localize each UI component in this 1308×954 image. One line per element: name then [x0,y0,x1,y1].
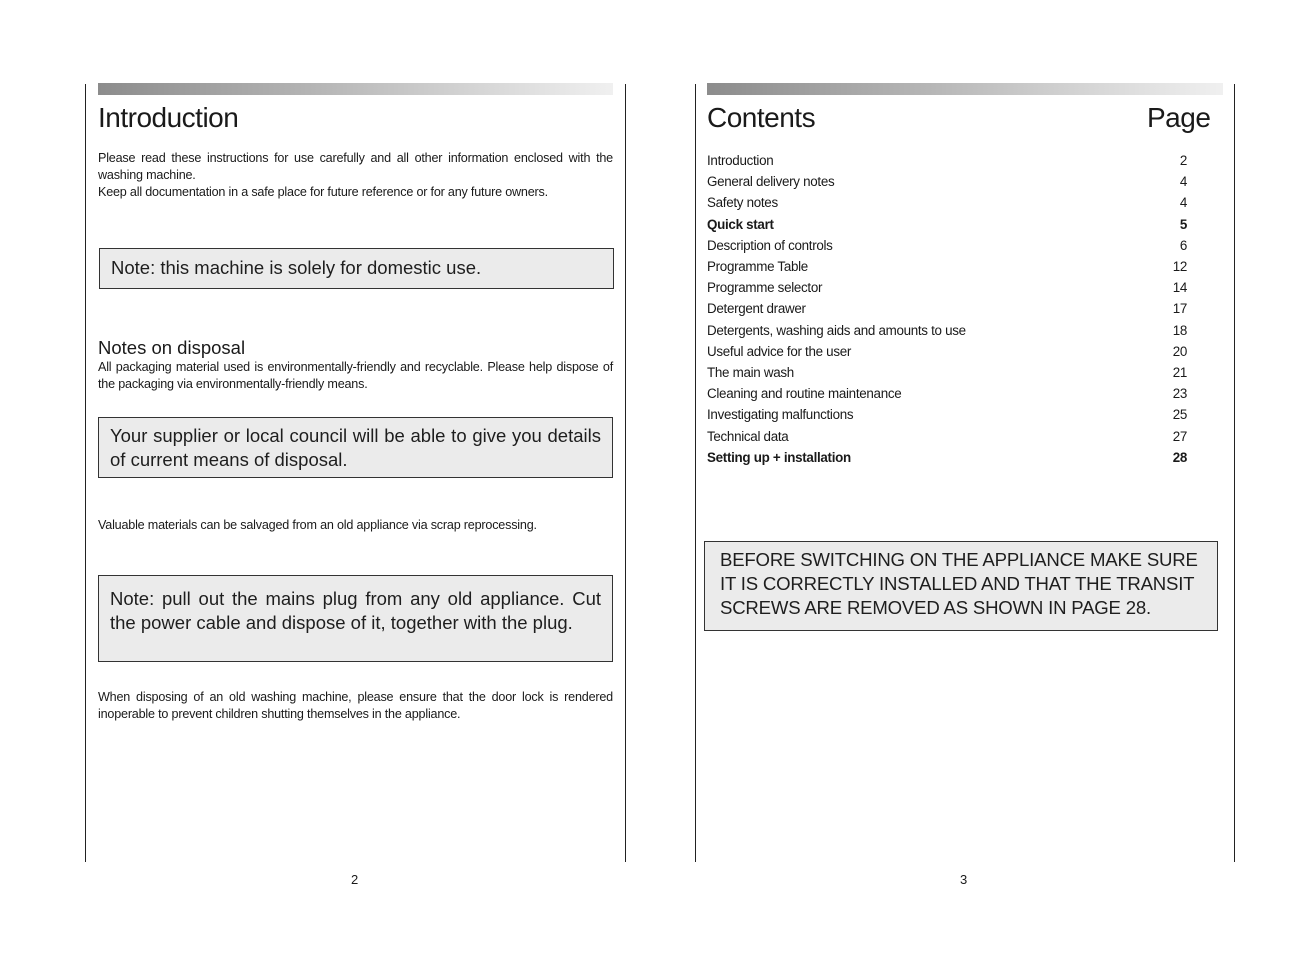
installation-warning-text: BEFORE SWITCHING ON THE APPLIANCE MAKE SURE IT IS CORRECTLY INSTALLED AND THAT THE TRANSIT SCREWS ARE REMOVED AS SHOWN IN PAGE 28. [720,549,1198,618]
right-header-bar [707,83,1223,95]
contents-heading: Contents [707,102,816,133]
toc-entry-title: Cleaning and routine maintenance [707,386,902,402]
toc-entry-title: Detergents, washing aids and amounts to use [707,322,966,338]
mains-plug-note-text: Note: pull out the mains plug from any old appliance. Cut the power cable and dispose of it, together with the plug. [110,588,601,633]
installation-warning [704,541,1218,631]
supplier-note [98,417,613,478]
left-page-left-rule [85,84,86,862]
toc-row [707,323,1187,344]
toc-entry-page: 18 [1172,322,1187,338]
toc-row [707,429,1187,450]
toc-entry-page: 25 [1172,407,1187,423]
toc-entry-title: Safety notes [707,195,778,211]
intro-paragraph-2: Keep all documentation in a safe place for future reference or for any future owners. [98,185,548,199]
toc-entry-title: Description of controls [707,237,833,253]
toc-entry-page: 4 [1179,195,1187,211]
right-page-right-rule [1234,84,1235,862]
toc-entry-title: Detergent drawer [707,301,806,317]
toc-entry-page: 27 [1172,428,1187,444]
toc-entry-page: 20 [1172,343,1187,359]
toc-row [707,153,1187,174]
disposal-heading: Notes on disposal [98,337,246,358]
toc-row [707,238,1187,259]
toc-entry-page: 21 [1172,365,1187,380]
toc-entry-title: Technical data [707,428,789,444]
toc-entry-page: 23 [1172,386,1187,402]
toc-entry-title: Programme selector [707,280,823,296]
toc-entry-title: The main wash [707,365,794,380]
domestic-use-note-text: Note: this machine is solely for domestic use. [111,257,482,278]
toc-entry-title: Introduction [707,153,774,168]
toc-entry-page: 28 [1172,449,1187,465]
toc-entry-title: General delivery notes [707,174,835,190]
toc-entry-title: Quick start [707,216,774,232]
left-page-number: 2 [351,872,359,887]
toc-row [707,195,1187,216]
toc-row [707,450,1187,471]
door-lock-text: When disposing of an old washing machine, please ensure that the door lock is rendered inoperable to prevent children shutting themselves in the appliance. [98,690,613,721]
introduction-heading: Introduction [98,102,239,133]
domestic-use-note [99,248,614,289]
toc-entry-page: 5 [1179,216,1187,232]
toc-entry-page: 14 [1172,280,1187,296]
toc-entry-page: 4 [1179,174,1187,190]
toc-row [707,217,1187,238]
disposal-text: All packaging material used is environmentally-friendly and recyclable. Please help dispose of the packaging via environmentally-friendly means. [98,360,613,391]
toc-row [707,301,1187,322]
toc-entry-page: 17 [1172,301,1187,317]
page-column-heading: Page [1147,102,1211,133]
left-header-bar [98,83,613,95]
left-page-right-rule [625,84,626,862]
mains-plug-note [98,575,613,662]
toc-entry-page: 6 [1179,237,1187,253]
toc-row [707,174,1187,195]
toc-entry-title: Investigating malfunctions [707,407,854,423]
toc-entry-title: Setting up + installation [707,449,851,465]
toc-row [707,386,1187,407]
intro-paragraph-1: Please read these instructions for use carefully and all other information enclosed with the washing machine. [98,151,613,182]
toc-entry-page: 2 [1179,153,1187,168]
toc-row [707,280,1187,301]
toc-row [707,344,1187,365]
right-page-number: 3 [960,872,968,887]
toc-entry-title: Programme Table [707,259,808,274]
toc-row [707,365,1187,386]
supplier-note-text: Your supplier or local council will be able to give you details of current means of disposal. [110,425,601,470]
toc-row [707,259,1187,280]
toc-row [707,407,1187,428]
toc-entry-title: Useful advice for the user [707,343,852,359]
intro-text [98,150,613,201]
valuable-materials-text: Valuable materials can be salvaged from an old appliance via scrap reprocessing. [98,518,537,532]
toc-entry-page: 12 [1172,259,1187,274]
right-page-left-rule [695,84,696,862]
